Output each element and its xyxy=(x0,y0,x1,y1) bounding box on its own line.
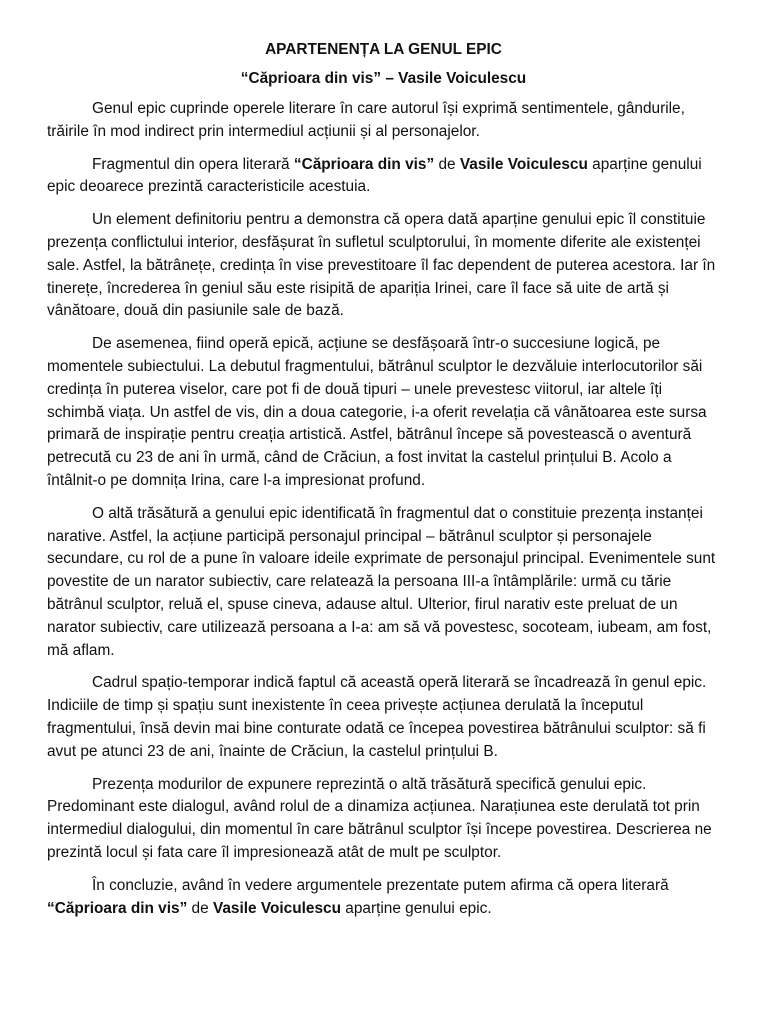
thesis-text-b: de xyxy=(434,155,460,173)
paragraph-action: De asemenea, fiind operă epică, acțiune se desfășoară într-o succesiune logică, pe momentele subiectului. La debutul fragmentului, bătrânul sculptor le dezvăluie interlocutorilor săi credința în puterea viselor, care pot fi de două tipuri – unele prevestesc viitorul, iar altele îți schimbă viața. Un astfel de vis, din a doua categorie, i-a oferit revelația că vânătoarea este sursa primară de inspirație pentru creația artistică. Astfel, bătrânul începe să povestească o aventură petrecută cu 23 de ani în urmă, când de Crăciun, a fost invitat la castelul prințului B. Acolo a întâlnit-o pe domnița Irina, care l-a impresionat profund. xyxy=(47,335,707,489)
paragraph-modes: Prezența modurilor de expunere reprezintă o altă trăsătură specifică genului epic. Predominant este dialogul, având rolul de a dinamiza acțiunea. Narațiunea este derulată tot prin intermediul dialogului, din momentul în care bătrânul sculptor își începe povestirea. Descrierea ne prezintă locul și fata care îl impresionează atât de mult pe sculptor. xyxy=(47,775,712,861)
author-name: Vasile Voiculescu xyxy=(459,155,588,173)
paragraph-conclusion xyxy=(47,875,720,921)
work-title: “Căprioara din vis” xyxy=(293,155,435,173)
conclusion-text-b: de xyxy=(187,899,213,917)
paragraph-narrator: O altă trăsătură a genului epic identificată în fragmentul dat o constituie prezența instanței narative. Astfel, la acțiune participă personajul principal – bătrânul sculptor și personajele secundare, cu rol de a pune în valoare ideile exprimate de personajul principal. Evenimentele sunt povestite de un narator subiectiv, care relatează la persoana III-a întâmplările: urmă cu tărie bătrânul sculptor, reluă el, spuse cineva, adause altul. Ulterior, firul narativ este preluat de un narator subiectiv, care utilizează persoana a I-a: am să vă povestesc, socoteam, iubeam, am fost, mă aflam. xyxy=(47,504,716,659)
paragraph-conflict: Un element definitoriu pentru a demonstra că opera dată aparține genului epic îl constituie prezența conflictului interior, desfășurat în sufletul sculptorului, în momente diferite ale existenței sale. Astfel, la bătrânețe, credința în vise prevestitoare îl fac dependent de puterea acestora. Iar în tinerețe, încrederea în geniul său este risipită de apariția Irinei, care îl face să uite de artă și vânătoare, două din pasiunile sale de bază. xyxy=(47,211,716,320)
thesis-text-a: Fragmentul din opera literară xyxy=(92,155,294,173)
paragraph-setting: Cadrul spațio-temporar indică faptul că această operă literară se încadrează în genul epic. Indiciile de timp și spațiu sunt inexistente în ceea privește acțiunea derulată la începutul fragmentului, însă devin mai bine conturate odată ce începea povestirea bătrânului sculptor: să fi avut pe atunci 23 de ani, înainte de Crăciun, la castelul prințului B. xyxy=(47,674,707,760)
paragraph-intro: Genul epic cuprinde operele literare în care autorul își exprimă sentimentele, gândurile, trăirile în mod indirect prin intermediul acțiunii și al personajelor. xyxy=(47,100,685,140)
conclusion-text-a: În concluzie, având în vedere argumentele prezentate putem afirma că opera literară xyxy=(92,876,669,894)
work-title-conclusion: “Căprioara din vis” xyxy=(47,899,188,917)
paragraph-thesis xyxy=(47,154,720,200)
conclusion-text-c: aparține genului epic. xyxy=(341,899,492,917)
author-name-conclusion: Vasile Voiculescu xyxy=(212,899,341,917)
thesis-text-c: aparține genului epic deoarece prezintă caracteristicile acestuia. xyxy=(47,155,702,196)
document-subtitle: “Căprioara din vis” – Vasile Voiculescu xyxy=(240,70,527,87)
document-title: APARTENENȚA LA GENUL EPIC xyxy=(265,41,502,58)
